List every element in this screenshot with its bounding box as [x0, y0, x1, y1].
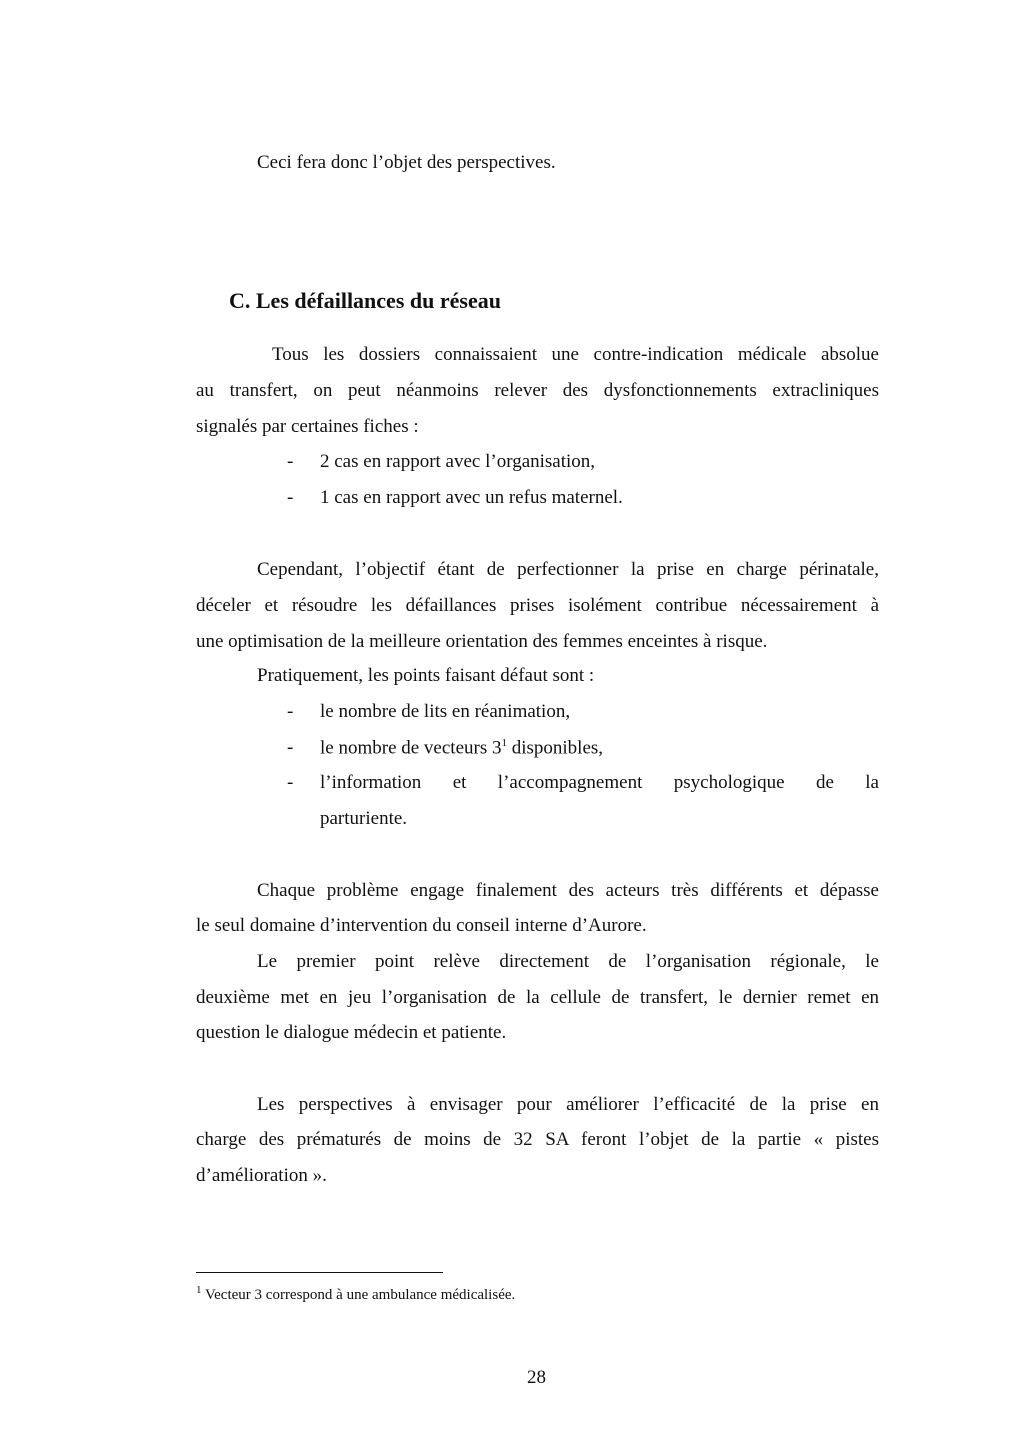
paragraph-line: charge des prématurés de moins de 32 SA feront l’objet de la partie « pistes — [196, 1129, 879, 1150]
footnote-text: Vecteur 3 correspond à une ambulance médicalisée. — [201, 1287, 516, 1303]
list-item-text: le nombre de vecteurs 3 — [320, 737, 502, 759]
section-heading: C. Les défaillances du réseau — [229, 288, 501, 313]
paragraph-line: Pratiquement, les points faisant défaut sont : — [257, 665, 595, 686]
footnote-ref: 1 — [501, 737, 507, 749]
paragraph-line: le seul domaine d’intervention du conseil interne d’Aurore. — [196, 915, 647, 936]
paragraph-line: deuxième met en jeu l’organisation de la cellule de transfert, le dernier remet en — [196, 987, 879, 1008]
paragraph-line: au transfert, on peut néanmoins relever des dysfonctionnements extracliniques — [196, 380, 879, 401]
paragraph-line: Le premier point relève directement de l’organisation régionale, le — [257, 951, 879, 972]
paragraph-line: Chaque problème engage finalement des acteurs très différents et dépasse — [257, 880, 879, 901]
list-item — [320, 737, 603, 759]
paragraph-line: Cependant, l’objectif étant de perfectionner la prise en charge périnatale, — [257, 559, 879, 580]
intro-text: Ceci fera donc l’objet des perspectives. — [257, 152, 556, 173]
footnote-separator — [196, 1272, 443, 1273]
list-item: parturiente. — [320, 808, 408, 829]
footnote-mark: 1 — [196, 1284, 202, 1296]
list-item: le nombre de lits en réanimation, — [320, 701, 571, 722]
list-dash: - — [287, 451, 294, 472]
footnote — [196, 1284, 515, 1304]
paragraph-line: une optimisation de la meilleure orientation des femmes enceintes à risque. — [196, 631, 768, 652]
list-item-text: disponibles, — [506, 737, 604, 759]
paragraph-line: signalés par certaines fiches : — [196, 416, 419, 437]
page-number: 28 — [527, 1367, 546, 1388]
list-item: 2 cas en rapport avec l’organisation, — [320, 451, 596, 472]
list-item: l’information et l’accompagnement psychologique de la — [320, 772, 879, 793]
list-item: 1 cas en rapport avec un refus maternel. — [320, 487, 623, 508]
paragraph-line: d’amélioration ». — [196, 1165, 327, 1186]
list-dash: - — [287, 701, 294, 722]
paragraph-line: question le dialogue médecin et patiente. — [196, 1022, 507, 1043]
paragraph-line: Les perspectives à envisager pour améliorer l’efficacité de la prise en — [257, 1094, 879, 1115]
paragraph-line: Tous les dossiers connaissaient une contre-indication médicale absolue — [272, 344, 879, 365]
paragraph-line: déceler et résoudre les défaillances prises isolément contribue nécessairement à — [196, 595, 879, 616]
list-dash: - — [287, 487, 294, 508]
list-dash: - — [287, 772, 294, 793]
list-dash: - — [287, 737, 294, 758]
